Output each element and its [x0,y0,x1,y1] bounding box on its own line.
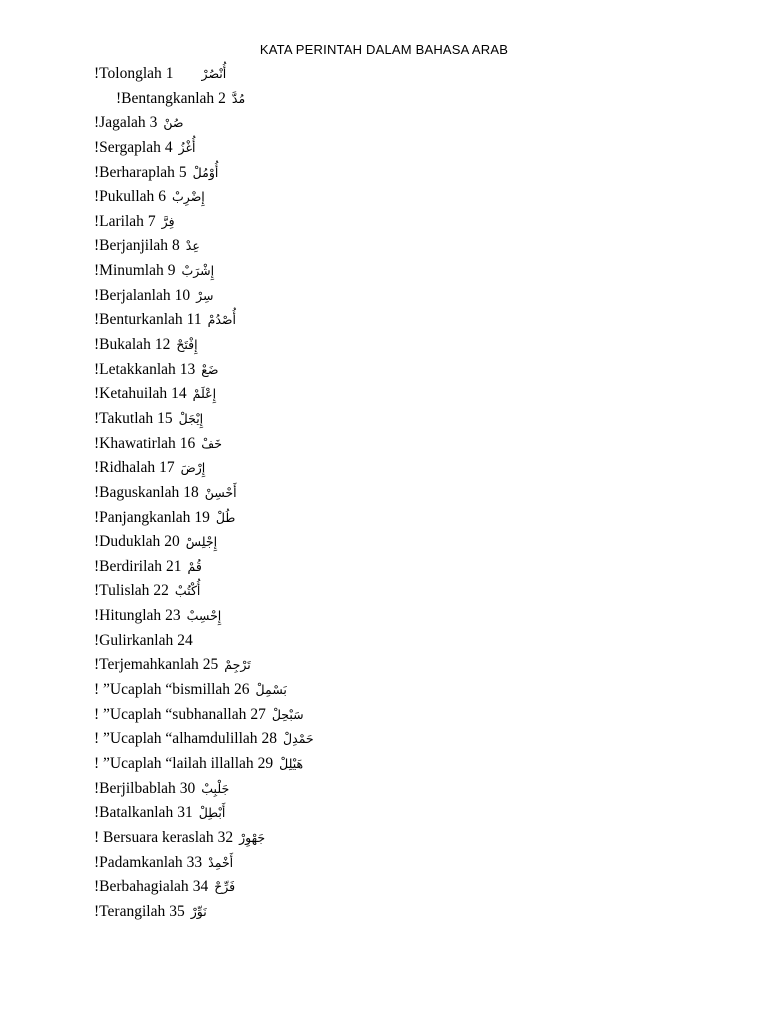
entry-number: 6 [158,188,167,206]
word-entry [94,752,314,777]
word-entry [94,382,314,407]
arabic-command: إِحْسِبْ [186,608,222,624]
indonesian-command: !Berjalanlah [94,286,171,304]
word-entry [94,506,314,531]
arabic-command: صُنْ [163,115,184,131]
word-entry [94,62,314,87]
indonesian-command: !Ridhalah [94,459,156,477]
entry-number: 14 [171,385,187,403]
word-entry [94,530,314,555]
entry-number: 27 [250,705,266,723]
word-entry [94,87,314,112]
indonesian-command: !Larilah [94,212,144,230]
arabic-command: أَحْسِنْ [204,484,237,500]
word-entry [94,210,314,235]
indonesian-command: ! ”Ucaplah “bismillah [94,681,231,699]
arabic-command: أَخْمِدْ [208,854,234,870]
arabic-command: إِيْجَلْ [178,410,204,426]
indonesian-command: !Batalkanlah [94,804,174,822]
indonesian-command: ! Bersuara keraslah [94,828,214,846]
word-entry [94,481,314,506]
arabic-command: إِضْرِبْ [172,189,205,205]
entry-number: 33 [186,853,203,871]
word-entry [94,284,314,309]
word-entry [94,308,314,333]
indonesian-command: !Gulirkanlah [94,631,174,649]
arabic-command: ضَعْ [201,361,219,377]
entry-number: 30 [179,779,196,797]
entry-number: 21 [166,557,182,575]
arabic-command: إِعْلَمْ [192,386,217,402]
entry-number: 9 [167,262,176,280]
indonesian-command: !Ketahuilah [94,385,168,403]
entry-number: 34 [192,878,209,896]
indonesian-command: !Bukalah [94,336,151,354]
indonesian-command: !Terangilah [94,902,166,920]
word-entry [94,579,314,604]
entry-number: 2 [218,89,226,107]
word-entry [94,629,314,654]
arabic-command: إِشْرَبْ [181,263,215,279]
word-entry [94,875,314,900]
entry-number: 17 [159,459,175,477]
arabic-command: أُنْصُرْ [201,66,227,81]
indonesian-command: !Duduklah [94,533,161,551]
entry-number: 4 [164,138,173,156]
word-entry [94,432,314,457]
indonesian-command: ! ”Ucaplah “lailah illallah [94,754,254,772]
entry-number: 31 [177,804,193,822]
arabic-command: بَسْمِلْ [255,682,287,698]
arabic-command: مُدَّ [231,90,246,106]
arabic-command: فِرَّ [161,213,175,229]
entry-number: 5 [178,163,187,181]
word-entry [94,259,314,284]
word-entry [94,678,314,703]
entry-number: 26 [234,681,250,699]
arabic-command: أُكْتُبْ [174,583,201,599]
arabic-command: هَيْلِلْ [279,755,304,771]
indonesian-command: !Terjemahkanlah [94,656,199,674]
indonesian-command: !Baguskanlah [94,483,180,501]
entry-number: 25 [202,656,219,674]
arabic-command: تَرْجِمْ [224,657,251,673]
word-entry [94,161,314,186]
command-word-list [94,62,314,924]
entry-number: 20 [164,533,180,551]
entry-number: 18 [183,483,199,501]
indonesian-command: !Panjangkanlah [94,508,191,526]
word-entry [94,456,314,481]
arabic-command: نَوِّرْ [190,903,207,919]
arabic-command: سِرْ [196,287,214,303]
entry-number: 23 [165,607,181,625]
entry-number: 32 [217,828,234,846]
indonesian-command: !Letakkanlah [94,360,176,378]
indonesian-command: !Jagalah [94,114,146,132]
arabic-command: حَمْدِلْ [283,731,314,747]
word-entry [94,801,314,826]
arabic-command: أُوْمُلْ [192,164,219,180]
word-entry [94,185,314,210]
word-entry [94,136,314,161]
arabic-command: خَفْ [201,435,222,451]
entry-number: 15 [157,409,173,427]
word-entry [94,555,314,580]
arabic-command: جَلْبِبْ [201,780,230,796]
indonesian-command: !Berjanjilah [94,237,169,255]
arabic-command: أُغْزُ [178,139,196,155]
word-entry [94,703,314,728]
entry-number: 8 [172,237,180,255]
word-entry [94,777,314,802]
arabic-command: سَبْحِلْ [271,706,304,722]
indonesian-command: !Berbahagialah [94,878,189,896]
indonesian-command: !Padamkanlah [94,853,183,871]
word-entry [94,234,314,259]
entry-number: 29 [257,754,274,772]
arabic-command: إِجْلِسْ [185,534,218,550]
entry-number: 12 [154,336,171,354]
document-title: KATA PERINTAH DALAM BAHASA ARAB [259,42,509,57]
entry-number: 19 [194,508,210,526]
word-entry [94,111,314,136]
word-entry [94,358,314,383]
arabic-command: عِدْ [185,238,200,254]
entry-number: 7 [147,212,156,230]
entry-number: 16 [179,434,196,452]
word-entry [94,851,314,876]
indonesian-command: !Sergaplah [94,138,161,156]
indonesian-command: !Berjilbablah [94,779,176,797]
indonesian-command: !Takutlah [94,409,154,427]
entry-number: 1 [165,65,174,82]
word-entry [94,826,314,851]
indonesian-command: !Hitunglah [94,607,162,625]
arabic-command: قُمْ [187,558,202,574]
indonesian-command: !Tolonglah [94,65,162,82]
entry-number: 10 [174,286,191,304]
arabic-command: فَرِّحْ [214,879,236,895]
entry-number: 13 [179,360,196,378]
arabic-command: جَهْوِرْ [239,829,266,845]
entry-number: 28 [261,730,278,748]
indonesian-command: !Bentangkanlah [116,89,215,107]
word-entry [94,333,314,358]
arabic-command: طُلْ [215,509,236,525]
word-entry [94,653,314,678]
entry-number: 22 [153,582,169,600]
word-entry [94,604,314,629]
indonesian-command: !Pukullah [94,188,155,206]
arabic-command: إِرْضَ [180,460,206,476]
indonesian-command: !Minumlah [94,262,164,280]
indonesian-command: ! ”Ucaplah “subhanallah [94,705,247,723]
word-entry [94,407,314,432]
entry-number: 35 [169,902,185,920]
entry-number: 3 [149,114,158,132]
indonesian-command: !Berdirilah [94,557,163,575]
entry-number: 24 [177,631,193,649]
word-entry [94,727,314,752]
indonesian-command: ! ”Ucaplah “alhamdulillah [94,730,258,748]
arabic-command: أُصْدُمْ [207,312,236,328]
indonesian-command: !Benturkanlah [94,311,183,329]
indonesian-command: !Tulislah [94,582,150,600]
arabic-command: أَبْطِلْ [198,805,226,821]
word-entry [94,900,314,925]
indonesian-command: !Khawatirlah [94,434,176,452]
entry-number: 11 [186,311,202,329]
indonesian-command: !Berharaplah [94,163,175,181]
arabic-command: إِفْتَحْ [176,337,198,353]
